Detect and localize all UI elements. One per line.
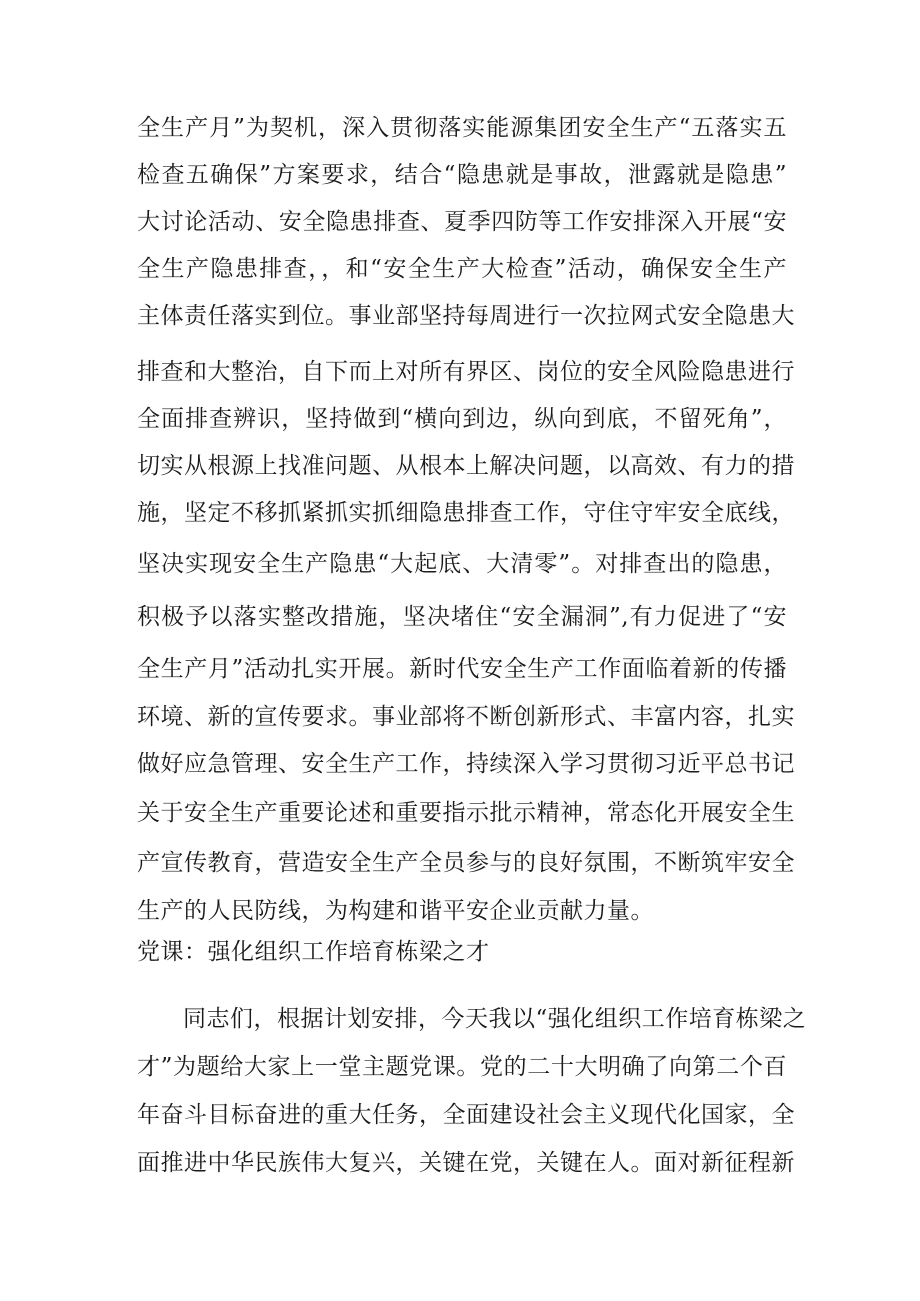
paragraph-line: 全生产月”为契机，深入贯彻落实能源集团安全生产“五落实五 <box>137 115 787 141</box>
section-heading: 党课：强化组织工作培育栋梁之才 <box>137 939 490 965</box>
paragraph-line: 全面排查辨识，坚持做到“横向到边，纵向到底，不留死角”， <box>137 406 787 432</box>
paragraph-line: 全生产月”活动扎实开展。新时代安全生产工作面临着新的传播 <box>137 656 787 682</box>
paragraph-line: 排查和大整治，自下而上对所有界区、岗位的安全风险隐患进行 <box>137 359 795 385</box>
paragraph-line: 主体责任落实到位。事业部坚持每周进行一次拉网式安全隐患大 <box>137 303 795 329</box>
paragraph-line: 关于安全生产重要论述和重要指示批示精神，常态化开展安全生 <box>137 800 795 826</box>
paragraph-line: 才”为题给大家上一堂主题党课。党的二十大明确了向第二个百 <box>137 1054 787 1080</box>
paragraph-line: 检查五确保”方案要求，结合“隐患就是事故，泄露就是隐患” <box>137 162 787 188</box>
paragraph-line: 坚决实现安全生产隐患“大起底、大清零”。对排查出的隐患， <box>137 551 787 577</box>
paragraph-line: 环境、新的宣传要求。事业部将不断创新形式、丰富内容，扎实 <box>137 704 795 730</box>
paragraph-line: 年奋斗目标奋进的重大任务，全面建设社会主义现代化国家，全 <box>137 1102 795 1128</box>
paragraph-line: 大讨论活动、安全隐患排查、夏季四防等工作安排深入开展“安 <box>137 209 787 235</box>
paragraph-line: 全生产隐患排查，，和“安全生产大检查”活动，确保安全生产 <box>137 256 787 282</box>
paragraph-line: 同志们，根据计划安排，今天我以“强化组织工作培育栋梁之 <box>183 1006 807 1032</box>
paragraph-line: 切实从根源上找准问题、从根本上解决问题，以高效、有力的措 <box>137 453 795 479</box>
paragraph-line: 积极予以落实整改措施，坚决堵住“安全漏洞”,有力促进了“安 <box>137 604 787 630</box>
paragraph-line: 施，坚定不移抓紧抓实抓细隐患排查工作，守住守牢安全底线， <box>137 500 795 526</box>
paragraph-line: 面推进中华民族伟大复兴，关键在党，关键在人。面对新征程新 <box>137 1150 795 1176</box>
paragraph-line: 做好应急管理、安全生产工作，持续深入学习贯彻习近平总书记 <box>137 751 795 777</box>
paragraph-line: 产宣传教育，营造安全生产全员参与的良好氛围，不断筑牢安全 <box>137 850 795 876</box>
paragraph-line: 生产的人民防线，为构建和谐平安企业贡献力量。 <box>137 898 654 924</box>
